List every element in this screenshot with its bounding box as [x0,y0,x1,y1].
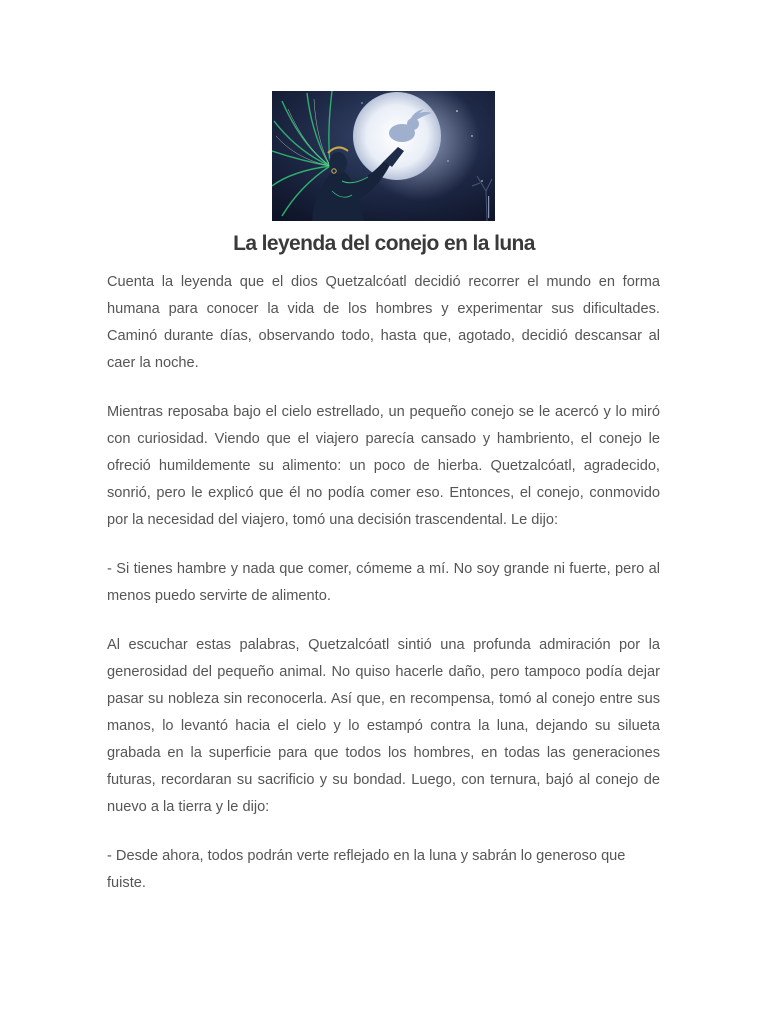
paragraph-5: - Desde ahora, todos podrán verte reflejado en la luna y sabrán lo generoso que fuiste. [107,848,626,891]
paragraph-1: Cuenta la leyenda que el dios Quetzalcóatl decidió recorrer el mundo en forma humana para conocer la vida de los hombres y experimentar sus dificultades. Caminó durante días, observando todo, hasta que, agotado, decidió descansar al caer la noche. [107,274,660,371]
paragraph-4: Al escuchar estas palabras, Quetzalcóatl sintió una profunda admiración por la generosidad del pequeño animal. No quiso hacerle daño, pero tampoco podía dejar pasar su nobleza sin reconocerla. Así que, en recompensa, tomó al conejo entre sus manos, lo levantó hacia el cielo y lo estampó contra la luna, dejando su silueta grabada en la superficie para que todos los hombres, en todas las generaciones futuras, recordaran su sacrificio y su bondad. Luego, con ternura, bajó al conejo de nuevo a la tierra y le dijo: [107,637,660,815]
paragraph-2: Mientras reposaba bajo el cielo estrellado, un pequeño conejo se le acercó y lo miró con curiosidad. Viendo que el viajero parecía cansado y hambriento, el conejo le ofreció humildemente su alimento: un poco de hierba. Quetzalcóatl, agradecido, sonrió, pero le explicó que él no podía comer eso. Entonces, el conejo, conmovido por la necesidad del viajero, tomó una decisión trascendental. Le dijo: [107,404,660,528]
paragraph-3: - Si tienes hambre y nada que comer, cómeme a mí. No soy grande ni fuerte, pero al menos puedo servirte de alimento. [107,561,660,604]
page-title: La leyenda del conejo en la luna [233,232,535,255]
moon-rabbit-illustration [272,91,495,221]
story-body [107,269,660,919]
